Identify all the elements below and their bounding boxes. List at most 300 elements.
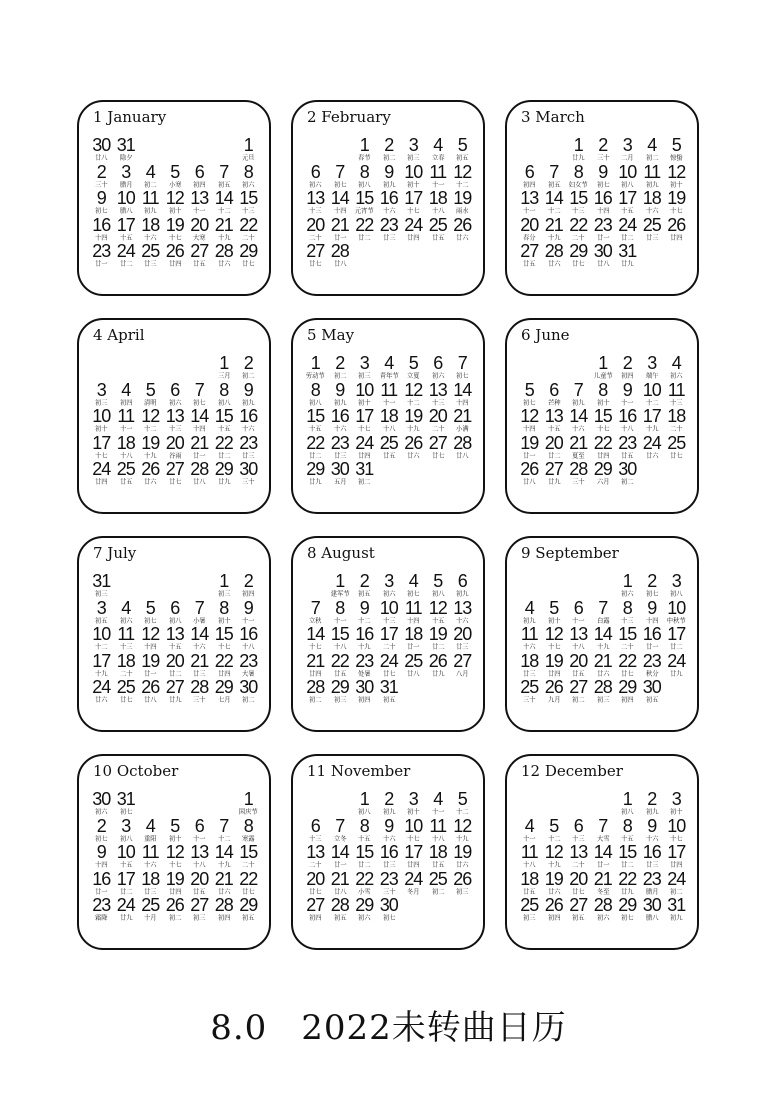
lunar-label: 秋分 bbox=[645, 669, 659, 677]
day-cell bbox=[426, 870, 451, 897]
lunar-label: 十九 bbox=[406, 425, 420, 433]
day-number: 15 bbox=[569, 188, 588, 208]
lunar-label: 廿八 bbox=[333, 260, 347, 268]
lunar-label: 廿三 bbox=[382, 861, 396, 869]
day-number: 28 bbox=[306, 677, 325, 697]
day-cell bbox=[615, 242, 640, 269]
day-number: 15 bbox=[306, 406, 325, 426]
day-cell bbox=[236, 625, 261, 652]
day-cell bbox=[303, 870, 328, 897]
day-number: 18 bbox=[520, 868, 539, 889]
lunar-label: 三十 bbox=[522, 696, 536, 704]
lunar-label: 初五 bbox=[333, 914, 347, 922]
day-cell bbox=[352, 163, 377, 190]
day-cell bbox=[377, 189, 402, 216]
day-number: 8 bbox=[335, 597, 345, 618]
lunar-label: 初三 bbox=[217, 590, 231, 598]
day-number: 16 bbox=[642, 842, 661, 862]
day-cell bbox=[352, 678, 377, 705]
lunar-label: 十一 bbox=[192, 207, 206, 215]
lunar-label: 初七 bbox=[94, 207, 108, 215]
month-card bbox=[505, 536, 699, 732]
day-number: 30 bbox=[92, 135, 111, 155]
lunar-label: 十一 bbox=[192, 834, 206, 842]
day-cell bbox=[401, 407, 426, 434]
lunar-label: 十七 bbox=[406, 834, 420, 842]
day-number: 12 bbox=[453, 815, 472, 836]
day-cell bbox=[303, 163, 328, 190]
lunar-label: 廿六 bbox=[455, 233, 469, 241]
day-cell bbox=[517, 381, 542, 408]
lunar-label: 廿二 bbox=[217, 451, 231, 459]
lunar-label: 初九 bbox=[522, 616, 536, 624]
lunar-label: 廿八 bbox=[455, 451, 469, 459]
day-number: 24 bbox=[116, 241, 135, 261]
lunar-label: 初五 bbox=[547, 180, 561, 188]
lunar-label: 大雪 bbox=[596, 834, 610, 842]
lunar-label: 初五 bbox=[217, 180, 231, 188]
day-number: 21 bbox=[214, 868, 233, 889]
lunar-label: 初二 bbox=[357, 478, 371, 486]
day-cell bbox=[640, 163, 665, 190]
day-cell bbox=[89, 572, 114, 599]
lunar-label: 初二 bbox=[431, 887, 445, 895]
day-cell bbox=[114, 354, 139, 381]
lunar-label: 初五 bbox=[382, 696, 396, 704]
lunar-label: 初三 bbox=[406, 154, 420, 162]
day-cell bbox=[615, 572, 640, 599]
day-number: 4 bbox=[433, 135, 443, 155]
day-number: 25 bbox=[428, 214, 447, 235]
day-cell bbox=[328, 216, 353, 243]
day-cell bbox=[236, 163, 261, 190]
lunar-label: 廿五 bbox=[522, 260, 536, 268]
day-number: 3 bbox=[647, 353, 657, 373]
day-cell bbox=[426, 625, 451, 652]
day-cell bbox=[114, 625, 139, 652]
day-number: 20 bbox=[520, 214, 539, 235]
day-cell bbox=[138, 678, 163, 705]
day-cell bbox=[615, 460, 640, 487]
day-cell bbox=[163, 790, 188, 817]
day-cell bbox=[591, 896, 616, 923]
day-number: 19 bbox=[165, 868, 184, 889]
lunar-label: 十一 bbox=[522, 834, 536, 842]
day-cell bbox=[615, 381, 640, 408]
day-cell bbox=[542, 381, 567, 408]
day-cell bbox=[212, 817, 237, 844]
day-number: 1 bbox=[573, 135, 583, 155]
day-cell bbox=[303, 843, 328, 870]
day-number: 18 bbox=[116, 432, 135, 453]
day-cell bbox=[640, 896, 665, 923]
lunar-label: 清明 bbox=[143, 398, 157, 406]
day-number: 31 bbox=[116, 135, 135, 155]
lunar-label: 廿四 bbox=[596, 451, 610, 459]
day-number: 24 bbox=[642, 432, 661, 453]
day-cell bbox=[664, 870, 689, 897]
day-number: 12 bbox=[141, 406, 160, 426]
day-number: 8 bbox=[310, 379, 320, 400]
day-cell bbox=[664, 434, 689, 461]
lunar-label: 廿四 bbox=[308, 669, 322, 677]
day-cell bbox=[236, 870, 261, 897]
day-cell bbox=[236, 216, 261, 243]
day-cell bbox=[328, 381, 353, 408]
lunar-label: 十二 bbox=[455, 180, 469, 188]
day-number: 23 bbox=[618, 432, 637, 453]
lunar-label: 廿五 bbox=[431, 233, 445, 241]
day-number: 23 bbox=[379, 868, 398, 889]
day-cell bbox=[187, 242, 212, 269]
day-number: 18 bbox=[520, 650, 539, 671]
lunar-label: 初五 bbox=[645, 696, 659, 704]
day-number: 27 bbox=[165, 459, 184, 479]
day-number: 13 bbox=[428, 379, 447, 400]
lunar-label: 廿三 bbox=[333, 451, 347, 459]
day-number: 28 bbox=[593, 895, 612, 915]
day-cell bbox=[138, 163, 163, 190]
lunar-label: 寒露 bbox=[241, 834, 255, 842]
day-number: 10 bbox=[379, 597, 398, 618]
day-number: 7 bbox=[598, 815, 608, 836]
day-cell bbox=[591, 843, 616, 870]
lunar-label: 十三 bbox=[571, 834, 585, 842]
day-cell bbox=[236, 242, 261, 269]
day-cell bbox=[114, 407, 139, 434]
day-grid bbox=[89, 354, 261, 487]
month-title: 11 November bbox=[307, 762, 411, 780]
day-number: 13 bbox=[165, 406, 184, 426]
day-cell bbox=[517, 652, 542, 679]
day-number: 29 bbox=[618, 677, 637, 697]
day-cell bbox=[303, 434, 328, 461]
day-cell bbox=[328, 434, 353, 461]
day-cell bbox=[450, 354, 475, 381]
lunar-label: 廿一 bbox=[333, 861, 347, 869]
month-title: 6 June bbox=[521, 326, 570, 344]
day-number: 23 bbox=[642, 868, 661, 889]
day-number: 23 bbox=[642, 650, 661, 671]
day-number: 17 bbox=[92, 432, 111, 453]
lunar-label: 初二 bbox=[645, 154, 659, 162]
day-number: 7 bbox=[598, 597, 608, 618]
day-number: 4 bbox=[384, 353, 394, 373]
day-cell bbox=[328, 242, 353, 269]
day-number: 27 bbox=[190, 241, 209, 261]
day-cell bbox=[114, 434, 139, 461]
lunar-label: 初八 bbox=[620, 180, 634, 188]
lunar-label: 元旦 bbox=[241, 154, 255, 162]
day-cell bbox=[426, 216, 451, 243]
day-cell bbox=[615, 163, 640, 190]
lunar-label: 初四 bbox=[308, 914, 322, 922]
day-grid bbox=[303, 572, 475, 705]
lunar-label: 三十 bbox=[571, 478, 585, 486]
day-number: 26 bbox=[453, 868, 472, 889]
lunar-label: 元宵节 bbox=[354, 207, 374, 215]
day-cell bbox=[426, 189, 451, 216]
day-number: 5 bbox=[170, 161, 180, 182]
day-cell bbox=[212, 790, 237, 817]
day-cell bbox=[664, 381, 689, 408]
day-cell bbox=[377, 216, 402, 243]
lunar-label: 初七 bbox=[333, 180, 347, 188]
day-cell bbox=[163, 896, 188, 923]
day-number: 4 bbox=[524, 815, 534, 836]
lunar-label: 冬月 bbox=[406, 887, 420, 895]
day-cell bbox=[566, 599, 591, 626]
lunar-label: 初七 bbox=[119, 808, 133, 816]
day-cell bbox=[401, 216, 426, 243]
day-cell bbox=[566, 163, 591, 190]
day-cell bbox=[187, 572, 212, 599]
day-number: 11 bbox=[380, 379, 398, 400]
day-cell bbox=[401, 817, 426, 844]
day-cell bbox=[640, 354, 665, 381]
day-cell bbox=[450, 790, 475, 817]
day-number: 6 bbox=[194, 815, 204, 836]
lunar-label: 初五 bbox=[94, 616, 108, 624]
day-number: 15 bbox=[355, 842, 374, 862]
day-cell bbox=[163, 189, 188, 216]
day-cell bbox=[401, 572, 426, 599]
day-number: 9 bbox=[647, 597, 657, 618]
day-number: 28 bbox=[330, 895, 349, 915]
day-cell bbox=[236, 189, 261, 216]
day-number: 12 bbox=[453, 161, 472, 182]
lunar-label: 二十 bbox=[382, 643, 396, 651]
day-cell bbox=[303, 572, 328, 599]
lunar-label: 廿四 bbox=[547, 669, 561, 677]
lunar-label: 初十 bbox=[406, 180, 420, 188]
day-cell bbox=[591, 572, 616, 599]
day-number: 3 bbox=[121, 815, 131, 836]
lunar-label: 廿五 bbox=[192, 260, 206, 268]
day-number: 14 bbox=[593, 842, 612, 862]
lunar-label: 初七 bbox=[143, 616, 157, 624]
month-title: 5 May bbox=[307, 326, 355, 344]
lunar-label: 廿八 bbox=[522, 478, 536, 486]
day-cell bbox=[542, 870, 567, 897]
lunar-label: 初七 bbox=[94, 834, 108, 842]
day-number: 2 bbox=[384, 789, 394, 809]
day-cell bbox=[187, 354, 212, 381]
lunar-label: 初五 bbox=[241, 914, 255, 922]
day-cell bbox=[138, 599, 163, 626]
lunar-label: 廿三 bbox=[382, 233, 396, 241]
lunar-label: 廿五 bbox=[119, 478, 133, 486]
day-cell bbox=[542, 460, 567, 487]
lunar-label: 十三 bbox=[119, 643, 133, 651]
day-cell bbox=[377, 381, 402, 408]
day-cell bbox=[187, 678, 212, 705]
lunar-label: 十八 bbox=[241, 643, 255, 651]
lunar-label: 立冬 bbox=[333, 834, 347, 842]
day-number: 17 bbox=[667, 842, 686, 862]
day-number: 10 bbox=[92, 624, 111, 644]
day-number: 30 bbox=[379, 895, 398, 915]
day-cell bbox=[187, 817, 212, 844]
lunar-label: 十三 bbox=[620, 616, 634, 624]
day-number: 19 bbox=[165, 214, 184, 235]
day-number: 30 bbox=[92, 789, 111, 809]
day-number: 2 bbox=[96, 161, 106, 182]
lunar-label: 三十 bbox=[192, 696, 206, 704]
lunar-label: 初十 bbox=[596, 398, 610, 406]
day-cell bbox=[517, 678, 542, 705]
day-cell bbox=[187, 460, 212, 487]
lunar-label: 廿五 bbox=[620, 451, 634, 459]
lunar-label: 二十 bbox=[308, 861, 322, 869]
day-cell bbox=[640, 407, 665, 434]
day-cell bbox=[517, 136, 542, 163]
lunar-label: 十六 bbox=[143, 233, 157, 241]
lunar-label: 廿一 bbox=[333, 233, 347, 241]
lunar-label: 十一 bbox=[382, 398, 396, 406]
day-cell bbox=[236, 460, 261, 487]
lunar-label: 二十 bbox=[669, 425, 683, 433]
lunar-label: 十七 bbox=[308, 643, 322, 651]
lunar-label: 十七 bbox=[217, 643, 231, 651]
day-number: 16 bbox=[330, 406, 349, 426]
lunar-label: 初七 bbox=[522, 398, 536, 406]
lunar-label: 廿七 bbox=[620, 669, 634, 677]
day-number: 4 bbox=[647, 135, 657, 155]
lunar-label: 中秋节 bbox=[666, 616, 686, 624]
day-number: 4 bbox=[145, 161, 155, 182]
lunar-label: 二十 bbox=[308, 233, 322, 241]
lunar-label: 十三 bbox=[431, 398, 445, 406]
day-cell bbox=[328, 817, 353, 844]
day-cell bbox=[114, 460, 139, 487]
day-cell bbox=[450, 843, 475, 870]
day-cell bbox=[328, 652, 353, 679]
day-cell bbox=[450, 189, 475, 216]
day-number: 27 bbox=[569, 895, 588, 915]
lunar-label: 十五 bbox=[119, 233, 133, 241]
day-number: 29 bbox=[330, 677, 349, 697]
day-number: 9 bbox=[622, 379, 632, 400]
day-number: 4 bbox=[671, 353, 681, 373]
day-cell bbox=[664, 216, 689, 243]
day-cell bbox=[89, 843, 114, 870]
day-cell bbox=[89, 434, 114, 461]
lunar-label: 廿七 bbox=[308, 887, 322, 895]
day-number: 25 bbox=[116, 459, 135, 479]
day-cell bbox=[303, 136, 328, 163]
day-number: 23 bbox=[379, 214, 398, 235]
month-title: 7 July bbox=[93, 544, 137, 562]
day-cell bbox=[615, 625, 640, 652]
day-cell bbox=[187, 216, 212, 243]
lunar-label: 廿一 bbox=[94, 260, 108, 268]
day-cell bbox=[236, 652, 261, 679]
day-number: 26 bbox=[544, 895, 563, 915]
day-number: 8 bbox=[359, 815, 369, 836]
day-cell bbox=[236, 354, 261, 381]
day-number: 25 bbox=[428, 868, 447, 889]
day-cell bbox=[89, 163, 114, 190]
day-cell bbox=[163, 460, 188, 487]
day-cell bbox=[163, 625, 188, 652]
day-cell bbox=[377, 896, 402, 923]
lunar-label: 初七 bbox=[620, 914, 634, 922]
day-number: 19 bbox=[453, 842, 472, 862]
day-number: 2 bbox=[96, 815, 106, 836]
lunar-label: 初六 bbox=[94, 808, 108, 816]
day-cell bbox=[426, 407, 451, 434]
day-number: 25 bbox=[141, 895, 160, 915]
lunar-label: 十五 bbox=[431, 616, 445, 624]
day-number: 12 bbox=[165, 842, 184, 862]
lunar-label: 十六 bbox=[455, 616, 469, 624]
day-cell bbox=[187, 870, 212, 897]
day-cell bbox=[542, 896, 567, 923]
day-number: 21 bbox=[330, 214, 349, 235]
day-cell bbox=[566, 652, 591, 679]
month-card bbox=[77, 536, 271, 732]
lunar-label: 廿一 bbox=[522, 451, 536, 459]
day-cell bbox=[352, 460, 377, 487]
month-card bbox=[291, 318, 485, 514]
lunar-label: 大寒 bbox=[192, 233, 206, 241]
day-cell bbox=[566, 790, 591, 817]
month-card bbox=[77, 100, 271, 296]
day-number: 12 bbox=[428, 597, 447, 618]
day-cell bbox=[352, 407, 377, 434]
day-cell bbox=[212, 678, 237, 705]
day-number: 17 bbox=[642, 406, 661, 426]
day-cell bbox=[138, 460, 163, 487]
day-number: 29 bbox=[569, 241, 588, 261]
lunar-label: 十五 bbox=[217, 425, 231, 433]
day-number: 8 bbox=[219, 597, 229, 618]
day-cell bbox=[138, 870, 163, 897]
lunar-label: 三十 bbox=[241, 478, 255, 486]
day-cell bbox=[163, 354, 188, 381]
day-number: 7 bbox=[219, 161, 229, 182]
day-number: 1 bbox=[598, 353, 608, 373]
lunar-label: 十七 bbox=[168, 233, 182, 241]
day-cell bbox=[352, 572, 377, 599]
day-cell bbox=[591, 817, 616, 844]
day-cell bbox=[664, 790, 689, 817]
day-cell bbox=[377, 678, 402, 705]
day-number: 16 bbox=[618, 406, 637, 426]
lunar-label: 廿四 bbox=[168, 887, 182, 895]
lunar-label: 初八 bbox=[669, 590, 683, 598]
day-cell bbox=[640, 870, 665, 897]
day-cell bbox=[566, 896, 591, 923]
lunar-label: 初六 bbox=[168, 398, 182, 406]
day-number: 6 bbox=[524, 161, 534, 182]
lunar-label: 初九 bbox=[455, 590, 469, 598]
lunar-label: 二十 bbox=[431, 425, 445, 433]
day-number: 23 bbox=[330, 432, 349, 453]
day-cell bbox=[615, 136, 640, 163]
day-number: 26 bbox=[165, 895, 184, 915]
day-cell bbox=[566, 460, 591, 487]
lunar-label: 廿二 bbox=[357, 233, 371, 241]
lunar-label: 十九 bbox=[94, 669, 108, 677]
day-cell bbox=[187, 599, 212, 626]
day-cell bbox=[664, 354, 689, 381]
day-grid bbox=[303, 136, 475, 269]
lunar-label: 十三 bbox=[571, 207, 585, 215]
day-number: 9 bbox=[384, 161, 394, 182]
lunar-label: 初八 bbox=[357, 808, 371, 816]
